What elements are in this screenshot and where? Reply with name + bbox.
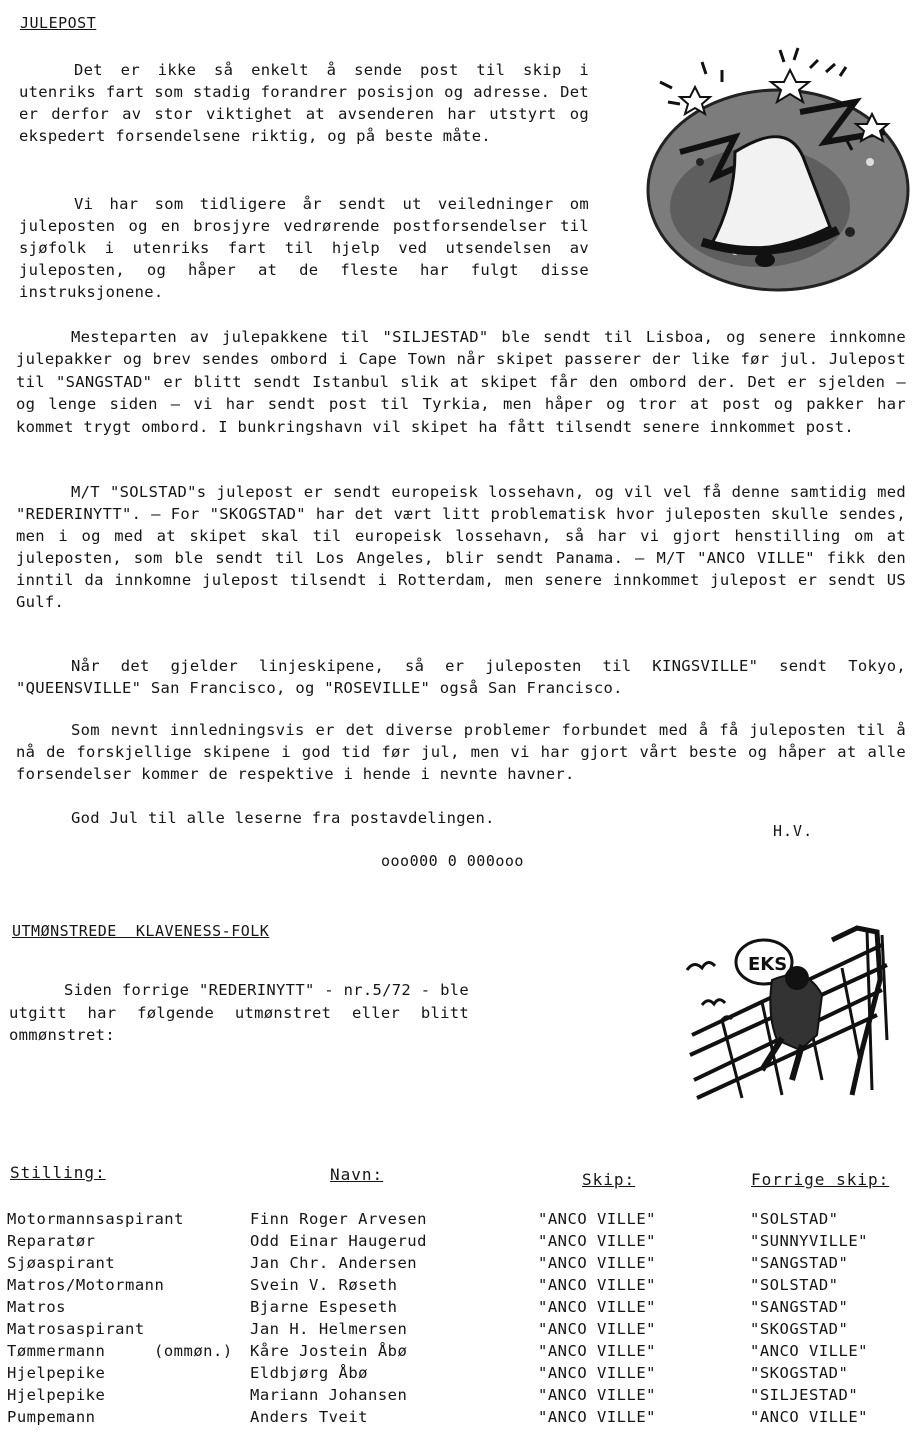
utmonstrede-intro: Siden forrige "REDERINYTT" - nr.5/72 - ble utgitt har følgende utmønstret eller blitt ommønstret: <box>9 981 469 1044</box>
table-row <box>0 1386 920 1408</box>
skip-cell: "ANCO VILLE" <box>538 1364 656 1382</box>
table-row <box>0 1254 920 1276</box>
skip-cell: "ANCO VILLE" <box>538 1210 656 1228</box>
julepost-paragraph-7: God Jul til alle leserne fra postavdelingen. <box>71 809 495 827</box>
forrige-skip-cell: "SOLSTAD" <box>750 1210 839 1228</box>
stilling-cell: Motormannsaspirant <box>7 1210 184 1228</box>
forrige-skip-cell: "SANGSTAD" <box>750 1298 849 1316</box>
navn-cell: Svein V. Røseth <box>250 1276 398 1294</box>
utmonstrede-heading: UTMØNSTREDE KLAVENESS-FOLK <box>12 922 270 940</box>
skip-cell: "ANCO VILLE" <box>538 1232 656 1250</box>
julepost-paragraph-5: Når det gjelder linjeskipene, så er juleposten til KINGSVILLE" sendt Tokyo, "QUEENSVILLE" San Francisco, og "ROSEVILLE" også San Francisco. <box>16 657 906 697</box>
table-row <box>0 1210 920 1232</box>
column-header-stilling: Stilling: <box>10 1163 106 1182</box>
skip-cell: "ANCO VILLE" <box>538 1320 656 1338</box>
navn-cell: Kåre Jostein Åbø <box>250 1342 408 1360</box>
stilling-cell: Reparatør <box>7 1232 96 1250</box>
stilling-note: (ommøn.) <box>154 1342 233 1360</box>
skip-cell: "ANCO VILLE" <box>538 1276 656 1294</box>
forrige-skip-cell: "SANGSTAD" <box>750 1254 849 1272</box>
signature: H.V. <box>773 822 814 840</box>
stilling-cell: Matros <box>7 1298 66 1316</box>
table-row <box>0 1342 920 1364</box>
navn-cell: Finn Roger Arvesen <box>250 1210 427 1228</box>
forrige-skip-cell: "SKOGSTAD" <box>750 1364 849 1382</box>
navn-cell: Jan H. Helmersen <box>250 1320 408 1338</box>
navn-cell: Mariann Johansen <box>250 1386 408 1404</box>
julepost-paragraph-6: Som nevnt innledningsvis er det diverse problemer forbundet med å få juleposten til å nå de forskjellige skipene i god tid før jul, men vi har gjort vårt beste og håper at alle forsendelser kommer de respektive i hende i nevnte havner. <box>16 721 906 783</box>
skip-cell: "ANCO VILLE" <box>538 1342 656 1360</box>
navn-cell: Jan Chr. Andersen <box>250 1254 418 1272</box>
skip-cell: "ANCO VILLE" <box>538 1408 656 1426</box>
table-row <box>0 1320 920 1342</box>
table-row <box>0 1276 920 1298</box>
forrige-skip-cell: "ANCO VILLE" <box>750 1342 868 1360</box>
table-row <box>0 1232 920 1254</box>
julepost-heading: JULEPOST <box>20 14 97 32</box>
navn-cell: Bjarne Espeseth <box>250 1298 398 1316</box>
table-row <box>0 1364 920 1386</box>
christmas-bell-illustration <box>640 42 915 297</box>
skip-cell: "ANCO VILLE" <box>538 1298 656 1316</box>
stilling-cell: Matros/Motormann <box>7 1276 165 1294</box>
stilling-cell: Sjøaspirant <box>7 1254 116 1272</box>
stilling-cell: Pumpemann <box>7 1408 96 1426</box>
forrige-skip-cell: "SKOGSTAD" <box>750 1320 849 1338</box>
navn-cell: Eldbjørg Åbø <box>250 1364 368 1382</box>
stilling-cell: Hjelpepike <box>7 1364 106 1382</box>
section-separator: ooo000 0 000ooo <box>381 852 524 870</box>
column-header-skip: Skip: <box>582 1170 636 1189</box>
julepost-paragraph-3: Mesteparten av julepakkene til "SILJESTAD" ble sendt til Lisboa, og senere innkomne julepakker og brev sendes ombord i Cape Town når skipet passerer der like før jul. Julepost til "SANGSTAD" er blitt sendt Istanbul slik at skipet får den ombord der. Det er sjelden – og lenge siden – vi har sendt post til Tyrkia, men håper og tror at post og pakker har kommet trygt ombord. I bunkringshavn vil skipet ha fått tilsendt senere innkommet post. <box>16 328 906 436</box>
stilling-cell: Matrosaspirant <box>7 1320 145 1338</box>
forrige-skip-cell: "ANCO VILLE" <box>750 1408 868 1426</box>
julepost-paragraph-1: Det er ikke så enkelt å sende post til skip i utenriks fart som stadig forandrer posisjon og adresse. Det er derfor av stor viktighet at avsenderen har utstyrt og ekspedert forsendelsene riktig, og på beste måte. <box>19 61 589 145</box>
forrige-skip-cell: "SILJESTAD" <box>750 1386 859 1404</box>
sailor-on-mast-illustration <box>682 920 897 1100</box>
julepost-paragraph-4: M/T "SOLSTAD"s julepost er sendt europeisk lossehavn, og vil vel få denne samtidig med "REDERINYTT". – For "SKOGSTAD" har det vært litt problematisk hvor juleposten skulle sendes, men i og med at skipet skal til europeisk lossehavn, så har vi gjort henstilling om at juleposten, som ble sendt til Los Angeles, blir sendt Panama. – M/T "ANCO VILLE" fikk den inntil da innkomne julepost tilsendt i Rotterdam, men senere innkommet julepost er sendt US Gulf. <box>16 483 906 611</box>
navn-cell: Odd Einar Haugerud <box>250 1232 427 1250</box>
forrige-skip-cell: "SUNNYVILLE" <box>750 1232 868 1250</box>
bag-label: EKS <box>748 954 788 975</box>
stilling-cell: Hjelpepike <box>7 1386 106 1404</box>
column-header-forrige-skip: Forrige skip: <box>751 1170 890 1189</box>
skip-cell: "ANCO VILLE" <box>538 1254 656 1272</box>
table-row <box>0 1408 920 1430</box>
stilling-cell: Tømmermann <box>7 1342 106 1360</box>
column-header-navn: Navn: <box>330 1165 384 1184</box>
julepost-paragraph-2: Vi har som tidligere år sendt ut veiledninger om juleposten og en brosjyre vedrørende postforsendelser til sjøfolk i utenriks fart til hjelp ved utsendelsen av juleposten, og håper at de fleste har fulgt disse instruksjonene. <box>19 195 589 301</box>
skip-cell: "ANCO VILLE" <box>538 1386 656 1404</box>
navn-cell: Anders Tveit <box>250 1408 368 1426</box>
forrige-skip-cell: "SOLSTAD" <box>750 1276 839 1294</box>
table-row <box>0 1298 920 1320</box>
